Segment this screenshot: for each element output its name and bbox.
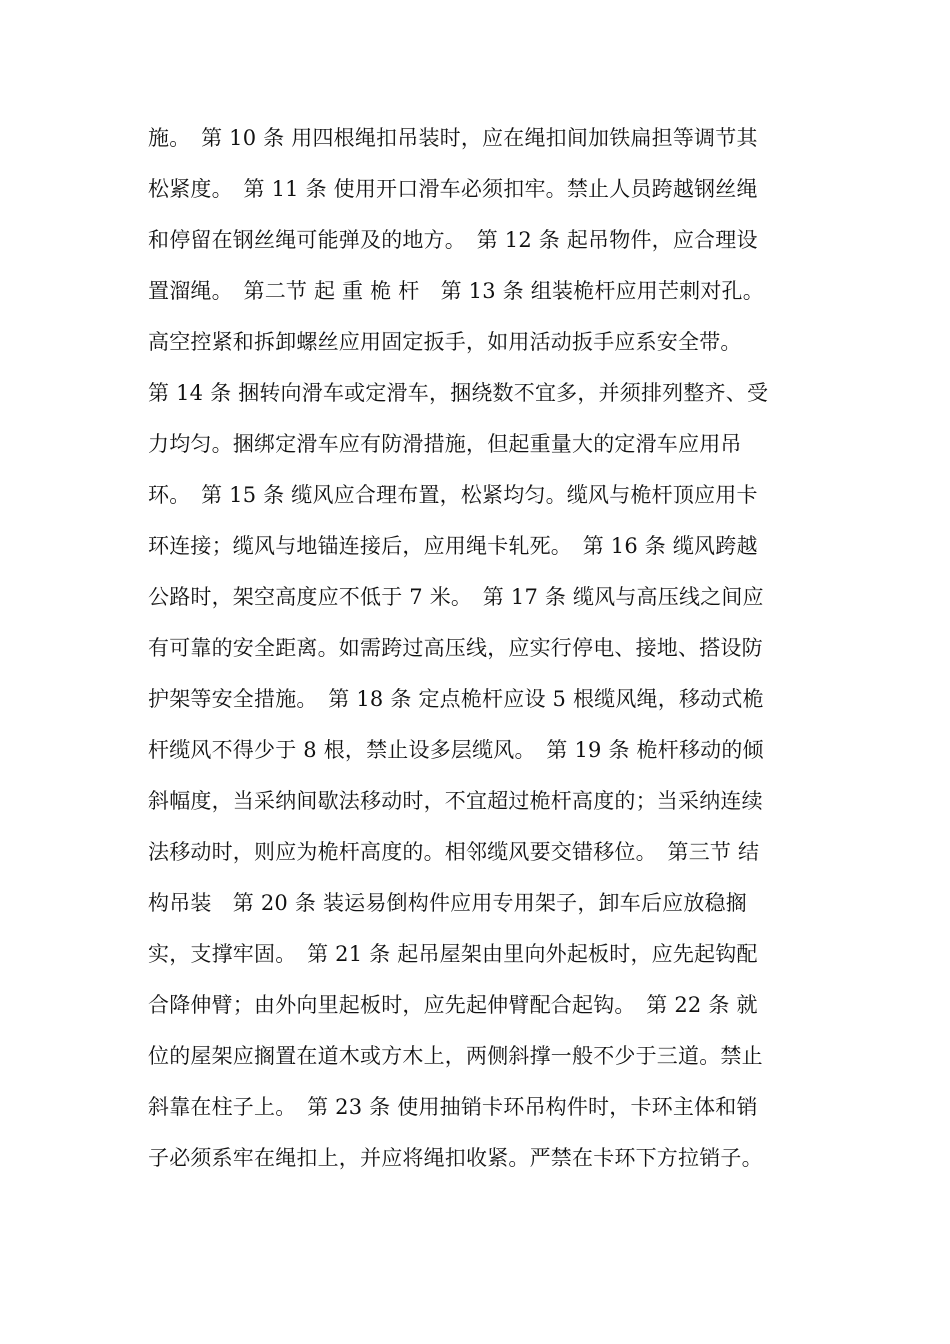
text-line: 第 14 条 捆转向滑车或定滑车，捆绕数不宜多，并须排列整齐、受 — [148, 381, 769, 405]
text-line: 施。 第 10 条 用四根绳扣吊装时，应在绳扣间加铁扁担等调节其 — [148, 126, 758, 150]
text-line: 实，支撑牢固。 第 21 条 起吊屋架由里向外起板时，应先起钩配 — [148, 942, 758, 966]
body-text — [148, 118, 818, 1189]
text-line: 力均匀。捆绑定滑车应有防滑措施，但起重量大的定滑车应用吊 — [148, 432, 742, 456]
text-line: 环连接；缆风与地锚连接后，应用绳卡轧死。 第 16 条 缆风跨越 — [148, 534, 758, 558]
text-line: 斜靠在柱子上。 第 23 条 使用抽销卡环吊构件时，卡环主体和销 — [148, 1095, 758, 1119]
text-line: 斜幅度，当采纳间歇法移动时，不宜超过桅杆高度的；当采纳连续 — [148, 789, 763, 813]
text-line: 位的屋架应搁置在道木或方木上，两侧斜撑一般不少于三道。禁止 — [148, 1044, 763, 1068]
text-line: 护架等安全措施。 第 18 条 定点桅杆应设 5 根缆风绳，移动式桅 — [148, 687, 764, 711]
text-line: 和停留在钢丝绳可能弹及的地方。 第 12 条 起吊物件，应合理设 — [148, 228, 758, 252]
text-line: 构吊装 第 20 条 装运易倒构件应用专用架子，卸车后应放稳搁 — [148, 891, 747, 915]
text-line: 公路时，架空高度应不低于 7 米。 第 17 条 缆风与高压线之间应 — [148, 585, 764, 609]
text-line: 子必须系牢在绳扣上，并应将绳扣收紧。严禁在卡环下方拉销子。 — [148, 1146, 763, 1170]
text-line: 置溜绳。 第二节 起 重 桅 杆 第 13 条 组装桅杆应用芒刺对孔。 — [148, 279, 764, 303]
text-line: 有可靠的安全距离。如需跨过高压线，应实行停电、接地、搭设防 — [148, 636, 763, 660]
text-line: 合降伸臂；由外向里起板时，应先起伸臂配合起钩。 第 22 条 就 — [148, 993, 758, 1017]
text-line: 法移动时，则应为桅杆高度的。相邻缆风要交错移位。 第三节 结 — [148, 840, 760, 864]
text-line: 高空控紧和拆卸螺丝应用固定扳手，如用活动扳手应系安全带。 — [148, 330, 742, 354]
text-line: 松紧度。 第 11 条 使用开口滑车必须扣牢。禁止人员跨越钢丝绳 — [148, 177, 758, 201]
text-line: 环。 第 15 条 缆风应合理布置，松紧均匀。缆风与桅杆顶应用卡 — [148, 483, 758, 507]
text-line: 杆缆风不得少于 8 根，禁止设多层缆风。 第 19 条 桅杆移动的倾 — [148, 738, 764, 762]
